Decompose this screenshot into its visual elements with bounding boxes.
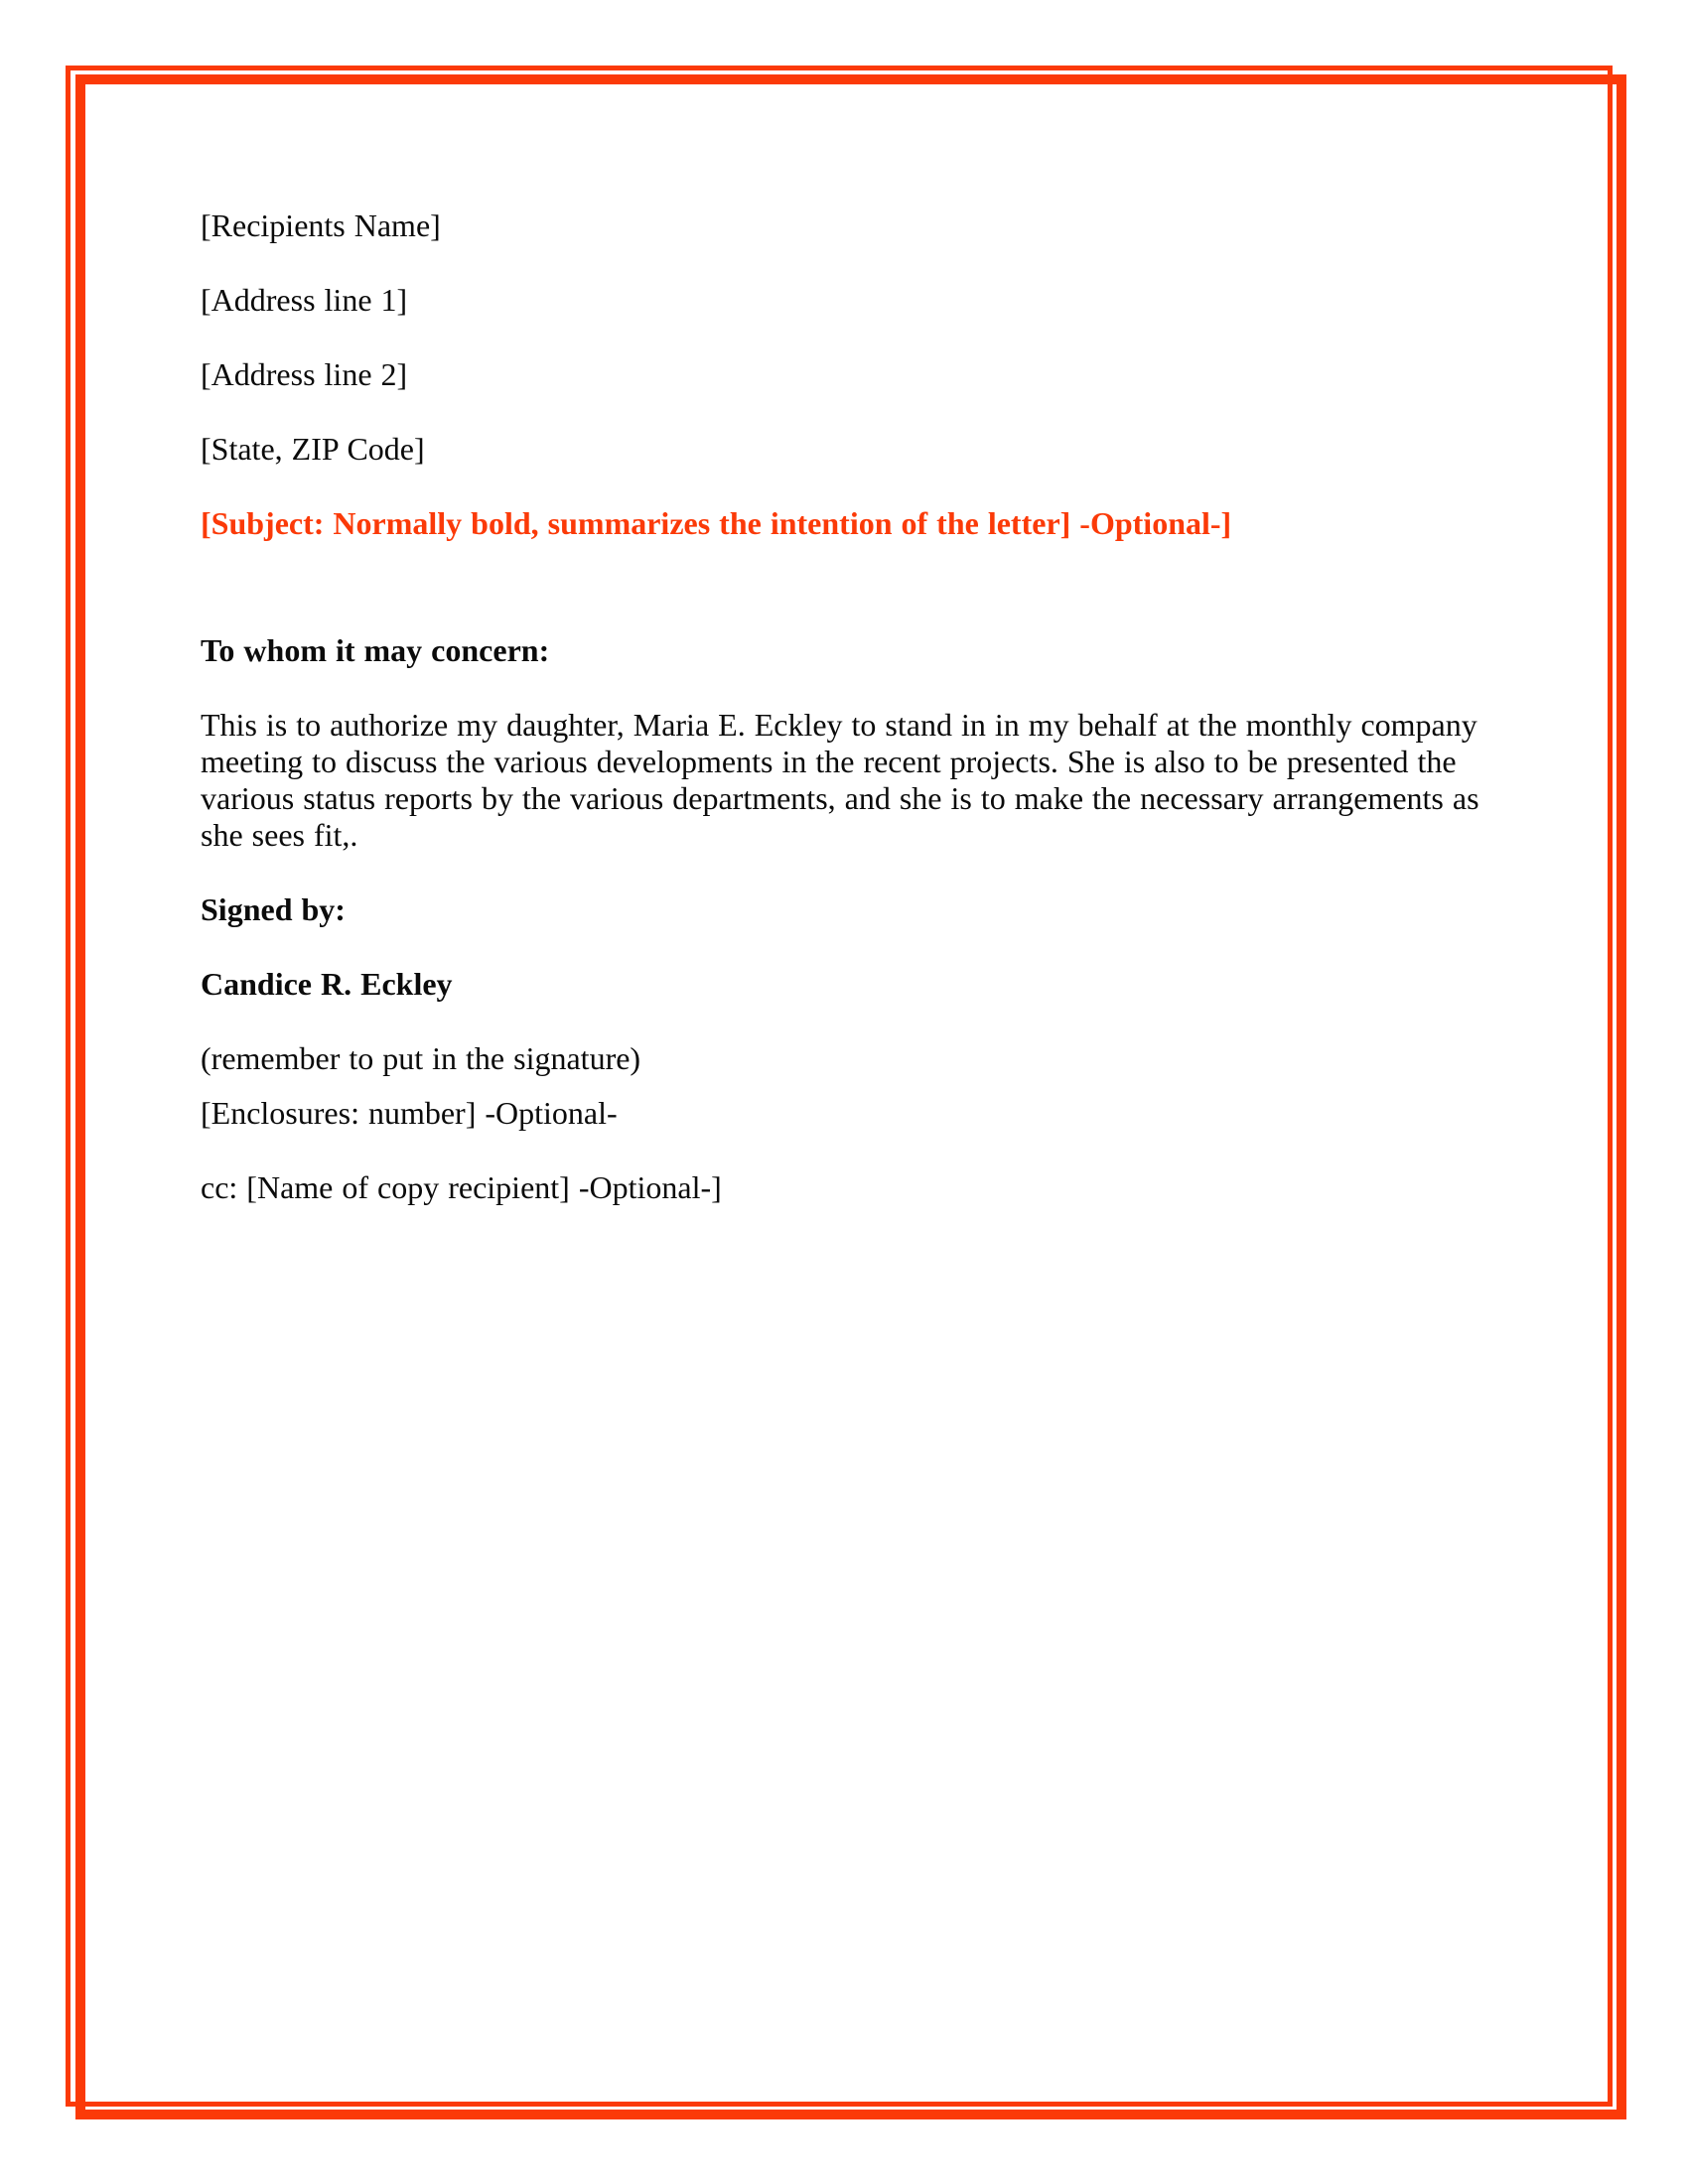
signature-note: (remember to put in the signature): [201, 1040, 641, 1076]
enclosures-line: [Enclosures: number] -Optional-: [201, 1095, 618, 1131]
recipient-name-line: [Recipients Name]: [201, 207, 441, 243]
subject-line: [Subject: Normally bold, summarizes the intention of the letter] -Optional-]: [201, 505, 1232, 541]
letter-content: [201, 207, 1483, 1244]
state-zip-line: [State, ZIP Code]: [201, 431, 425, 467]
signer-name: Candice R. Eckley: [201, 966, 453, 1002]
cc-line: cc: [Name of copy recipient] -Optional-]: [201, 1169, 722, 1205]
signed-by-label: Signed by:: [201, 891, 346, 927]
body-paragraph: This is to authorize my daughter, Maria E. Eckley to stand in in my behalf at the monthly company meeting to discuss the various developments in the recent projects. She is also to be presented the various status reports by the various departments, and she is to make the necessary arrangements as she sees fit,.: [201, 707, 1479, 853]
address-line-1: [Address line 1]: [201, 282, 408, 318]
salutation: To whom it may concern:: [201, 632, 550, 668]
address-line-2: [Address line 2]: [201, 356, 408, 392]
